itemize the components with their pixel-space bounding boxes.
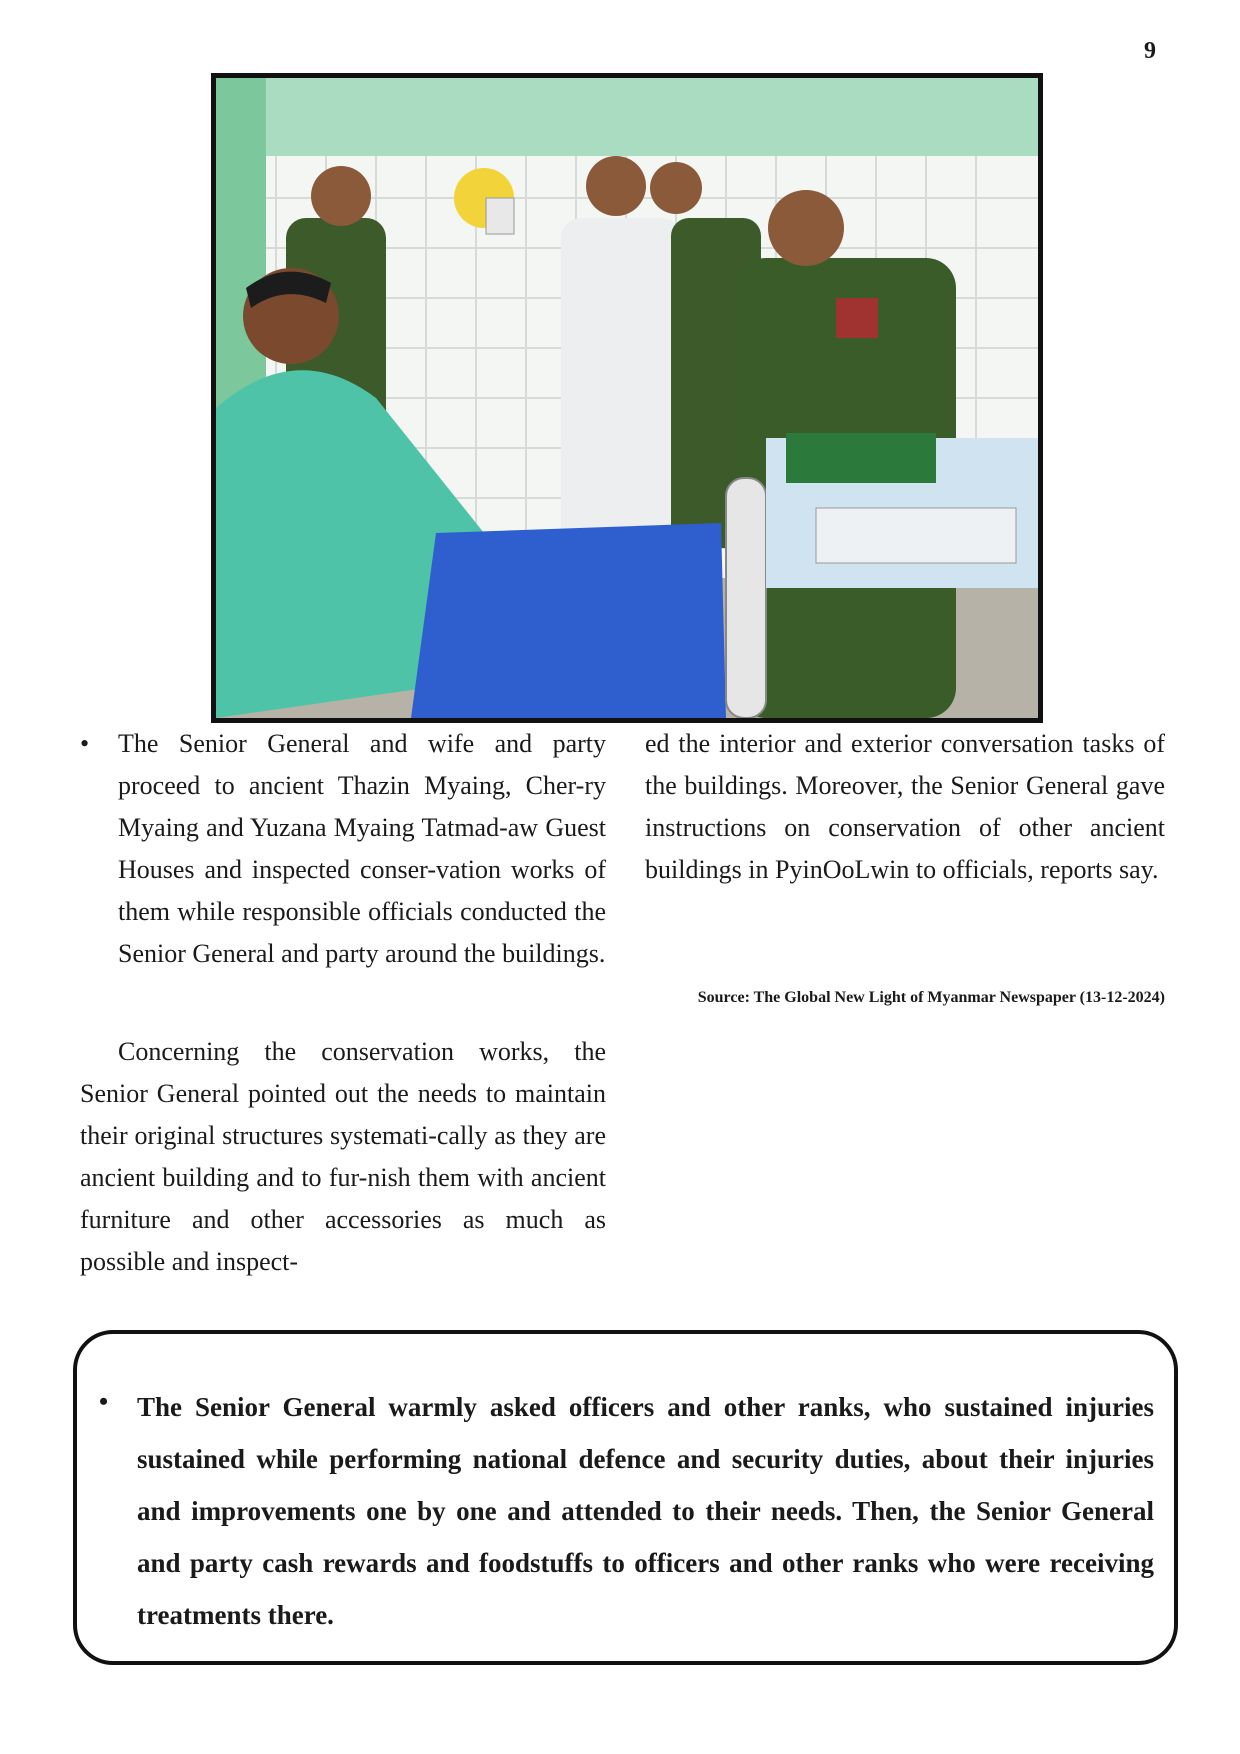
- bullet-paragraph-text: The Senior General and wife and party proceed to ancient Thazin Myaing, Cher-ry Myaing and Yuzana Myaing Tatmad-aw Guest Houses and inspected conser-vation works of them while responsible officials conducted the Senior General and party around the buildings.: [118, 729, 606, 968]
- page-number: 9: [1144, 38, 1156, 64]
- callout-bullet: •: [99, 1387, 109, 1416]
- left-paragraph-two: Concerning the conservation works, the Senior General pointed out the needs to maintain their original structures systemati-cally as they are ancient building and to fur-nish them with ancient furniture and other accessories as much as possible and inspect-: [80, 1037, 606, 1276]
- left-bullet-paragraph: [80, 723, 606, 975]
- callout-text: The Senior General warmly asked officers and other ranks, who sustained injuries sustained while performing national defence and security duties, about their injuries and improvements one by one and attended to their needs. Then, the Senior General and party cash rewards and foodstuffs to officers and other ranks who were receiving treatments there.: [137, 1392, 1154, 1630]
- callout-box: [73, 1330, 1178, 1665]
- source-citation: Source: The Global New Light of Myanmar Newspaper (13-12-2024): [697, 989, 1165, 1006]
- photo-illustration: [216, 78, 1038, 718]
- hospital-visit-photo: [211, 73, 1043, 723]
- right-paragraph: ed the interior and exterior conversation tasks of the buildings. Moreover, the Senior General gave instructions on conservation of other ancient buildings in PyinOoLwin to officials, reports say.: [645, 729, 1165, 884]
- bullet: •: [80, 729, 90, 758]
